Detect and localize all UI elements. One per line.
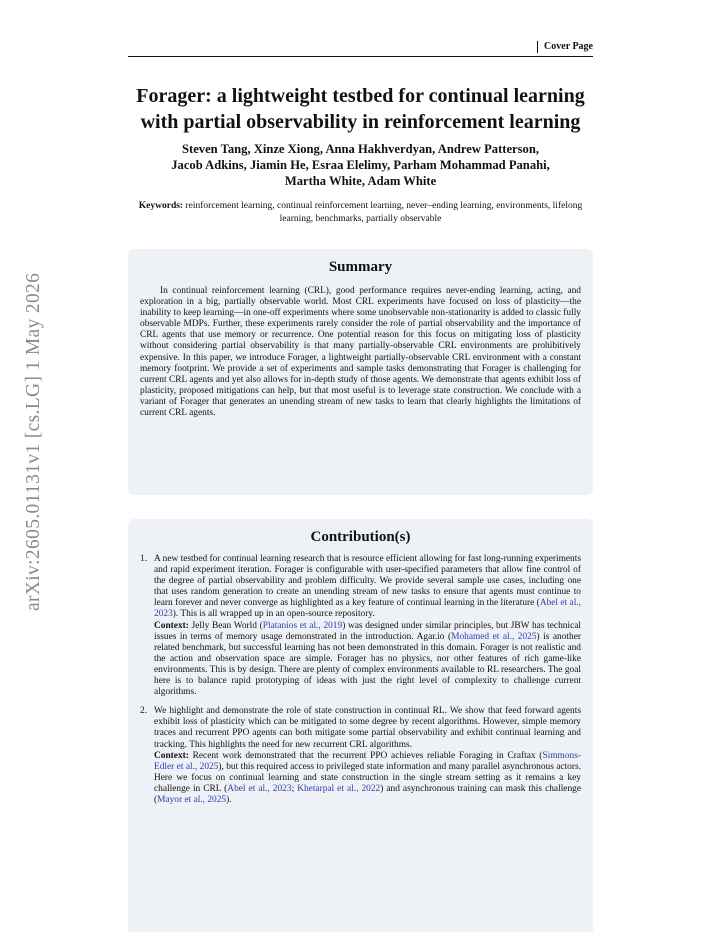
contributions-box <box>128 519 593 932</box>
context-text-part: ) was designed under similar principles, but JBW has technical issues in terms of memory usage demonstrated in the introduction. Agar.io ( <box>154 620 581 642</box>
author-line: Steven Tang, Xinze Xiong, Anna Hakhverdyan, Andrew Patterson, <box>182 142 539 156</box>
contribution-item <box>140 706 581 806</box>
context-label: Context: <box>154 750 189 761</box>
keywords-label: Keywords: <box>138 201 184 211</box>
citation-link[interactable]: Khetarpal et al., 2022 <box>297 783 381 794</box>
context-label: Context: <box>154 620 189 631</box>
context-text-part: Recent work demonstrated that the recurrent PPO achieves reliable Foraging in Craftax ( <box>188 750 543 761</box>
summary-text: In continual reinforcement learning (CRL), good performance requires never-ending learning, acting, and exploration in a big, partially observable world. Most CRL experiments have focused on loss of plasticity—the inability to keep learning—in one-off experiments where some unobservable non-stationarity is added to classic fully observable MDPs. Further, these experiments rarely consider the role of partial observability and the importance of CRL agents that use memory or recurrence. One potential reason for this focus on mitigating loss of plasticity without considering partial observability is that many partially-observable CRL environments are prohibitively expensive. In this paper, we introduce Forager, a lightweight partially-observable CRL environment with a constant memory footprint. We provide a set of experiments and sample tasks demonstrating that Forager is challenging for current CRL agents and yet also allows for in-depth study of those agents. We demonstrate that agents exhibit loss of plasticity, proposed mitigations can help, but that most useful is to leverage state construction. We conclude with a variant of Forager that generates an unending stream of new tasks to learn that clearly highlights the limitations of current CRL agents. <box>140 286 581 419</box>
context-text-part: ) and asynchronous training can mask this challenge ( <box>154 783 581 805</box>
citation-link[interactable]: Mayor et al., 2025 <box>157 794 227 805</box>
arxiv-identifier-stamp: arXiv:2605.01131v1 [cs.LG] 1 May 2026 <box>23 272 44 611</box>
contribution-text: We highlight and demonstrate the role of state construction in continual RL. We show that feed forward agents exhibit loss of plasticity which can be mitigated to some degree by recent algorithms. However, simple memory traces and recurrent PPO agents can both mitigate some partial observability and exhibit continual learning and tracking. This highlights the need for new recurrent CRL algorithms. <box>154 706 581 750</box>
contribution-context <box>154 621 581 699</box>
context-text-part: ), but this required access to privileged state information and many parallel asynchronous actors. Here we focus on continual learning and state construction in the single stream setting as it remains a key challenge in CRL ( <box>154 761 581 794</box>
citation-link[interactable]: Abel et al., 2023 <box>227 783 292 794</box>
author-list <box>128 141 593 189</box>
summary-box <box>128 249 593 495</box>
contributions-heading: Contribution(s) <box>310 529 411 545</box>
header-rule <box>128 56 593 57</box>
context-text-part: ). <box>226 794 232 805</box>
contribution-number: 2. <box>140 706 148 717</box>
citation-link[interactable]: Simmons-Edler et al., 2025 <box>154 750 581 772</box>
keywords-text: reinforcement learning, continual reinforcement learning, never–ending learning, environments, lifelong learning, benchmarks, partially observable <box>185 201 583 224</box>
contribution-number: 1. <box>140 554 148 564</box>
contribution-text-part: A new testbed for continual learning research that is resource efficient allowing for fast long-running experiments and rapid experiment iteration. Forager is configurable with user-specified parameters that allow fine control of the degree of partial observability and problem difficulty. We provide several sample use cases, including one that uses random generation to create an unending stream of new tasks to ensure that agents must continue to learn forever and never converge as highlighted as a key feature of continual learning in the literature ( <box>154 554 581 609</box>
citation-link[interactable]: Abel et al., 2023 <box>154 598 581 620</box>
cover-page-label: Cover Page <box>537 41 593 53</box>
paper-title: Forager: a lightweight testbed for continual learning with partial observability in reinforcement learning <box>136 85 585 133</box>
summary-heading: Summary <box>328 259 393 275</box>
keywords <box>128 200 593 225</box>
citation-link[interactable]: Platanios et al., 2019 <box>262 620 343 631</box>
contribution-text <box>154 554 581 621</box>
citation-link[interactable]: Mohamed et al., 2025 <box>451 631 537 642</box>
contribution-context <box>154 751 581 806</box>
context-text-part: Jelly Bean World ( <box>188 620 263 631</box>
context-text-part: ; <box>291 783 298 794</box>
contribution-text-part: ). This is all wrapped up in an open-source repository. <box>172 609 375 620</box>
context-text-part: ) is another related benchmark, but successful learning has not been demonstrated in this domain. Forager is not realistic and the action and observation space are simple. Forager has no physics, nor other features of rich game-like environments. This is by design. There are plenty of complex environments available to RL researchers. The goal here is to balance rapid prototyping of ideas with just the right level of complexity to challenge current algorithms. <box>154 631 581 698</box>
contribution-item <box>140 554 581 698</box>
contributions-list <box>140 554 581 806</box>
author-line: Jacob Adkins, Jiamin He, Esraa Elelimy, Parham Mohammad Panahi, <box>171 158 550 172</box>
author-line: Martha White, Adam White <box>284 174 437 188</box>
